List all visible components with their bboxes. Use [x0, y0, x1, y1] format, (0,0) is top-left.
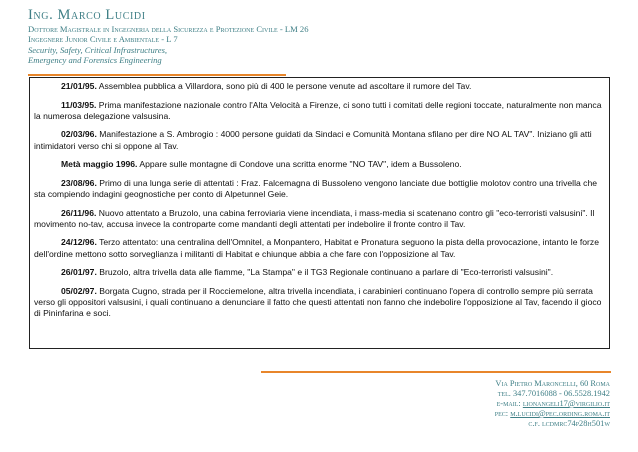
entry — [34, 81, 605, 92]
email-label: e-mail: — [496, 399, 521, 408]
entry-text: Manifestazione a S. Ambrogio : 4000 persone guidati da Sindaci e Comunità Montana sfilano per dire NO AL TAV". Iniziano gli atti intimidatori verso chi si oppone al Tav. — [34, 129, 592, 151]
pec-line — [495, 409, 610, 419]
entry-text: Appare sulle montagne di Condove una scritta enorme "NO TAV", idem a Bussoleno. — [137, 159, 462, 170]
entry-date: 23/08/96. — [61, 177, 97, 188]
entry — [34, 100, 605, 122]
entry-date: Metà maggio 1996. — [61, 159, 138, 170]
telephone: tel. 347.7016088 - 06.5528.1942 — [497, 389, 610, 398]
tax-code: c.f. lcdmrc74p28h501w — [528, 419, 610, 428]
entry — [34, 267, 605, 278]
specialization-line-2: Emergency and Forensics Engineering — [28, 55, 162, 66]
entry-text: Borgata Cugno, strada per il Rocciemelone, altra trivella incendiata, i carabinieri continuano l'opera di controllo sempre più serrata verso gli oppositori valsusini, i quali continuano a denunciare il fatto che questi attentati non fanno che indebolire l'opposizione al Tav, facendo il gioco di Pininfarina e soci. — [34, 285, 602, 319]
entry-date: 05/02/97. — [61, 285, 97, 296]
email-link[interactable]: lionangeli17@virgilio.it — [522, 399, 610, 408]
pec-label: pec: — [494, 409, 509, 418]
entry — [34, 208, 605, 230]
entry-date: 21/01/95. — [61, 81, 97, 91]
entry-text: Assemblea pubblica a Villardora, sono più di 400 le persone venute ad ascoltare il rumore del Tav. — [96, 81, 472, 91]
entry-text: Nuovo attentato a Bruzolo, una cabina ferroviaria viene incendiata, i mass-media si scatenano contro gli "eco-terroristi valsusini". Il movimento no-tav, accusa invece la controparte come mandanti degli attentati per indebolire il fronte contro il Tav. — [34, 207, 595, 229]
chronology-box — [29, 77, 610, 349]
contact-footer — [495, 379, 610, 429]
entry-date: 26/11/96. — [61, 207, 97, 218]
entry-text: Bruzolo, altra trivella data alle fiamme, "La Stampa" e il TG3 Regionale continuano a parlare di "Eco-terroristi valsusini". — [96, 267, 554, 278]
address: Via Pietro Maroncelli, 60 Roma — [495, 379, 610, 388]
author-name: Ing. Marco Lucidi — [28, 7, 146, 23]
entry — [34, 129, 605, 151]
pec-link[interactable]: m.lucidi@pec.ording.roma.it — [510, 409, 610, 418]
entry-date: 02/03/96. — [61, 129, 97, 140]
footer-divider — [261, 371, 611, 373]
qualification-line: Ingegnere Junior Civile e Ambientale - L 7 — [28, 34, 178, 45]
entry — [34, 286, 605, 320]
email-line — [495, 399, 610, 409]
entry — [34, 178, 605, 200]
entry — [34, 159, 605, 170]
entry-date: 26/01/97. — [61, 267, 97, 278]
entry-text: Prima manifestazione nazionale contro l'Alta Velocità a Firenze, ci sono tutti i comitati delle regioni toccate, naturalmente non manca la numerosa delegazione valsusina. — [34, 99, 602, 121]
entry — [34, 237, 605, 259]
entry-date: 11/03/95. — [61, 99, 97, 110]
header-divider — [28, 74, 286, 76]
letterhead — [28, 7, 608, 66]
entry-text: Primo di una lunga serie di attentati : Fraz. Falcemagna di Bussoleno vengono lanciate due bottiglie molotov contro una trivella che sta compiendo indagini geognostiche per conto di Alpetunnel Geie. — [34, 177, 598, 199]
entry-date: 24/12/96. — [61, 237, 97, 248]
degree-line: Dottore Magistrale in Ingegneria della Sicurezza e Protezione Civile - LM 26 — [28, 24, 309, 34]
specialization-line-1: Security, Safety, Critical Infrastructures, — [28, 44, 168, 55]
entry-text: Terzo attentato: una centralina dell'Omnitel, a Monpantero, Habitat e Pronatura seguono la pista della provocazione, intanto le forze dell'ordine mettono sotto sorveglianza i militanti di Habitat e chiunque abbia a che fare con l'opposizione al Tav. — [34, 237, 599, 259]
